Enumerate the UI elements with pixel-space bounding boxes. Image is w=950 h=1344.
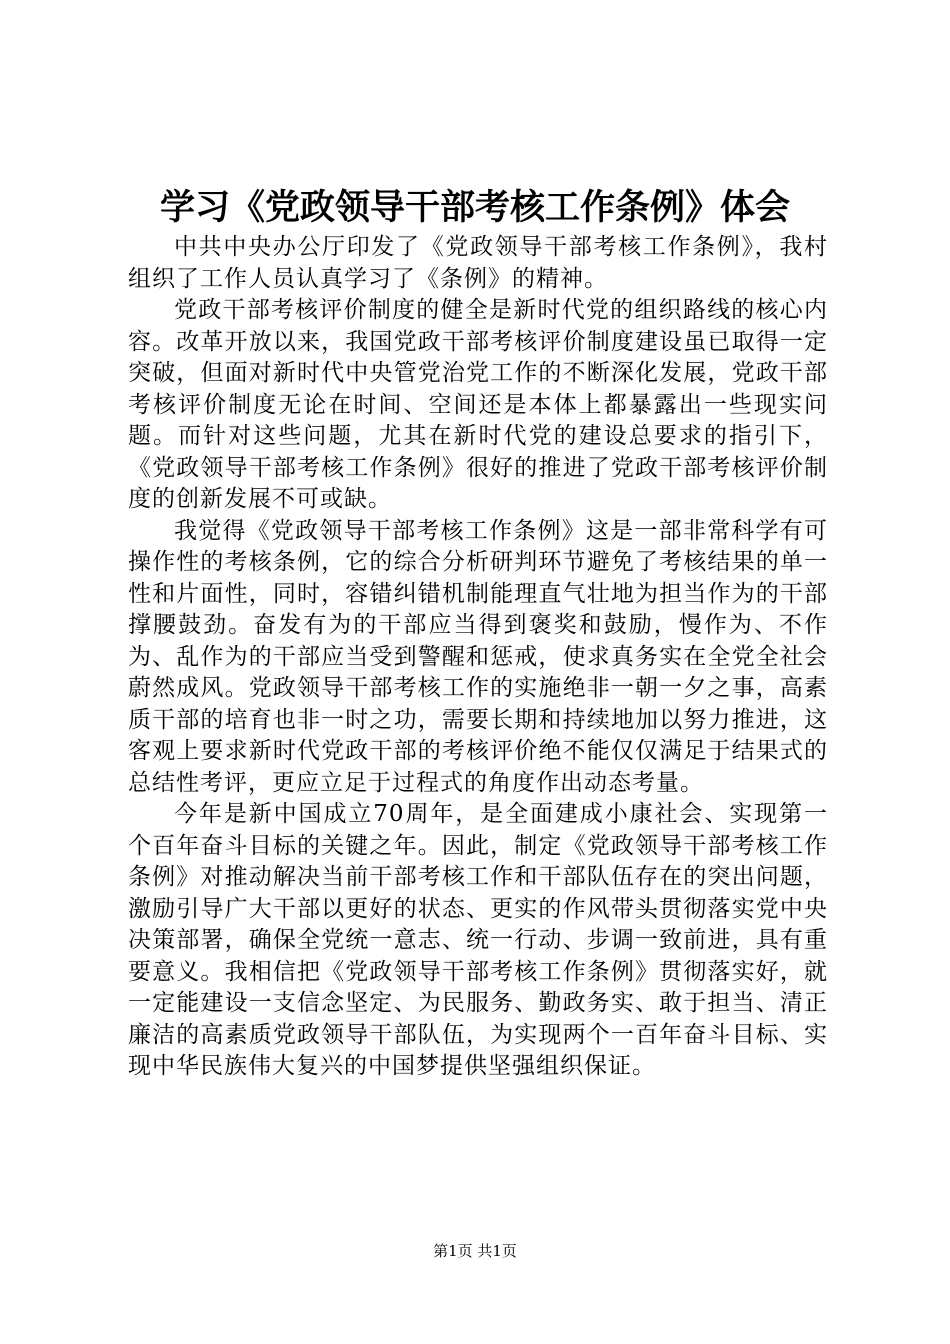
paragraph-1: 中共中央办公厅印发了《党政领导干部考核工作条例》，我村组织了工作人员认真学习了《条例》的精神。 <box>128 234 828 292</box>
page-number-footer: 第1页 共1页 <box>433 1242 517 1260</box>
paragraph-2: 党政干部考核评价制度的健全是新时代党的组织路线的核心内容。改革开放以来，我国党政干部考核评价制度建设虽已取得一定突破，但面对新时代中央管党治党工作的不断深化发展，党政干部考核评价制度无论在时间、空间还是本体上都暴露出一些现实问题。而针对这些问题，尤其在新时代党的建设总要求的指引下，《党政领导干部考核工作条例》很好的推进了党政干部考核评价制度的创新发展不可或缺。 <box>128 297 828 512</box>
document-body <box>128 232 828 1083</box>
document-title: 学习《党政领导干部考核工作条例》体会 <box>159 187 790 228</box>
paragraph-3: 我觉得《党政领导干部考核工作条例》这是一部非常科学有可操作性的考核条例，它的综合分析研判环节避免了考核结果的单一性和片面性，同时，容错纠错机制能理直气壮地为担当作为的干部撑腰鼓劲。奋发有为的干部应当得到褒奖和鼓励，慢作为、不作为、乱作为的干部应当受到警醒和惩戒，使求真务实在全党全社会蔚然成风。党政领导干部考核工作的实施绝非一朝一夕之事，高素质干部的培育也非一时之功，需要长期和持续地加以努力推进，这客观上要求新时代党政干部的考核评价绝不能仅仅满足于结果式的总结性考评，更应立足于过程式的角度作出动态考量。 <box>128 517 828 796</box>
paragraph-4: 今年是新中国成立70周年，是全面建成小康社会、实现第一个百年奋斗目标的关键之年。因此，制定《党政领导干部考核工作条例》对推动解决当前干部考核工作和干部队伍存在的突出问题，激励引导广大干部以更好的状态、更实的作风带头贯彻落实党中央决策部署，确保全党统一意志、统一行动、步调一致前进，具有重要意义。我相信把《党政领导干部考核工作条例》贯彻落实好，就一定能建设一支信念坚定、为民服务、勤政务实、敢于担当、清正廉洁的高素质党政领导干部队伍，为实现两个一百年奋斗目标、实现中华民族伟大复兴的中国梦提供坚强组织保证。 <box>128 801 828 1079</box>
